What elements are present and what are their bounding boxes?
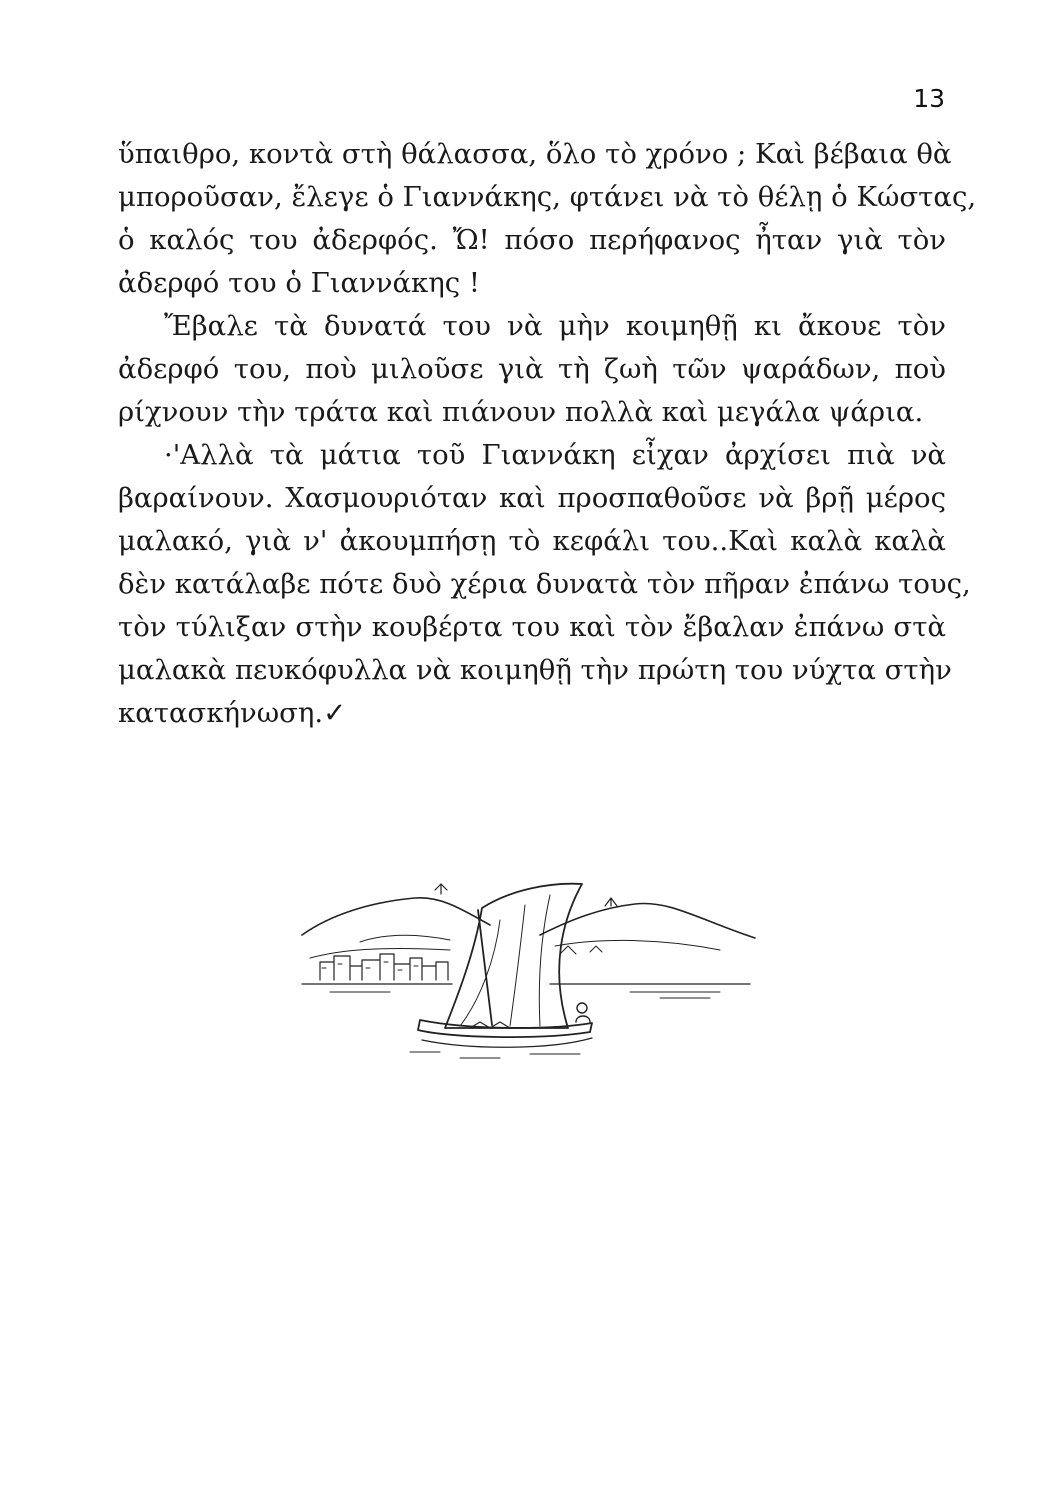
body-text	[118, 133, 977, 735]
text-line: κατασκήνωση.✓	[118, 697, 347, 729]
text-line: βαραίνουν. Χασμουριόταν καὶ προσπαθοῦσε νὰ βρῇ μέρος	[118, 482, 946, 514]
sailboat-illustration-icon	[300, 880, 760, 1070]
text-line: Ἔβαλε τὰ δυνατά του νὰ μὴν κοιμηθῇ κι ἄκουε τὸν	[164, 310, 946, 342]
text-line: ὕπαιθρο, κοντὰ στὴ θάλασσα, ὅλο τὸ χρόνο ; Καὶ βέβαια θὰ	[118, 138, 952, 170]
text-line: ὁ καλός του ἀδερφός. Ὤ! πόσο περήφανος ἦταν γιὰ τὸν	[118, 224, 946, 256]
text-line: ρίχνουν τὴν τράτα καὶ πιάνουν πολλὰ καὶ μεγάλα ψάρια.	[118, 396, 924, 428]
text-line: ·'Αλλὰ τὰ μάτια τοῦ Γιαννάκη εἶχαν ἀρχίσει πιὰ νὰ	[164, 439, 946, 471]
page-number: 13	[913, 84, 945, 113]
text-line: μποροῦσαν, ἔλεγε ὁ Γιαννάκης, φτάνει νὰ τὸ θέλῃ ὁ Κώστας,	[118, 181, 977, 213]
text-line: ἀδερφό του ὁ Γιαννάκης !	[118, 267, 480, 299]
text-line: δὲν κατάλαβε πότε δυὸ χέρια δυνατὰ τὸν πῆραν ἐπάνω τους,	[118, 568, 971, 600]
text-line: τὸν τύλιξαν στὴν κουβέρτα του καὶ τὸν ἔβαλαν ἐπάνω στὰ	[118, 611, 946, 643]
text-line: ἀδερφό του, ποὺ μιλοῦσε γιὰ τὴ ζωὴ τῶν ψαράδων, ποὺ	[118, 353, 946, 385]
text-line: μαλακό, γιὰ ν' ἀκουμπήσῃ τὸ κεφάλι του..Καὶ καλὰ καλὰ	[118, 525, 946, 557]
text-line: μαλακὰ πευκόφυλλα νὰ κοιμηθῇ τὴν πρώτη του νύχτα στὴν	[118, 654, 952, 686]
